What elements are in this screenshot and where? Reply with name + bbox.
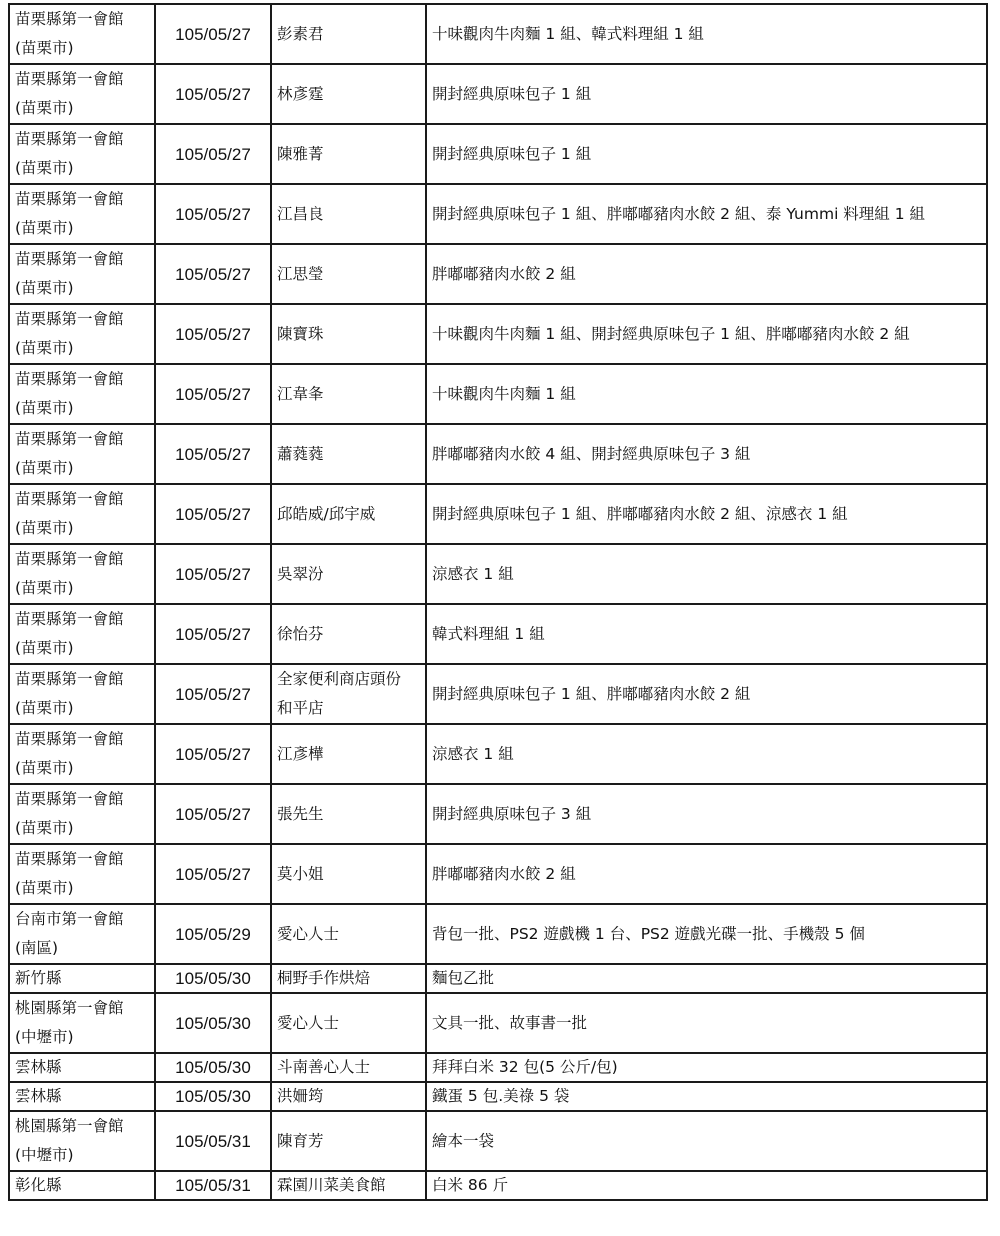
items-cell: 十味觀肉牛肉麵 1 組、韓式料理組 1 組 bbox=[426, 4, 987, 64]
date-cell: 105/05/27 bbox=[155, 844, 271, 904]
date-cell: 105/05/29 bbox=[155, 904, 271, 964]
table-row bbox=[9, 4, 987, 64]
table-row bbox=[9, 184, 987, 244]
location-cell bbox=[9, 64, 155, 124]
location-line: (苗栗市) bbox=[15, 699, 74, 717]
date-cell: 105/05/27 bbox=[155, 784, 271, 844]
table-row bbox=[9, 424, 987, 484]
location-line: 雲林縣 bbox=[15, 1087, 62, 1105]
table-row bbox=[9, 993, 987, 1053]
location-cell bbox=[9, 844, 155, 904]
donor-line: 徐怡芬 bbox=[277, 624, 324, 643]
donor-cell bbox=[271, 184, 426, 244]
donor-cell bbox=[271, 544, 426, 604]
table-row bbox=[9, 1171, 987, 1200]
items-cell: 開封經典原味包子 1 組、胖嘟嘟豬肉水餃 2 組、泰 Yummi 料理組 1 組 bbox=[426, 184, 987, 244]
table-row bbox=[9, 724, 987, 784]
donor-cell bbox=[271, 4, 426, 64]
donor-line: 彭素君 bbox=[277, 24, 324, 43]
date-cell: 105/05/27 bbox=[155, 724, 271, 784]
location-line: (苗栗市) bbox=[15, 159, 74, 177]
location-line: (苗栗市) bbox=[15, 219, 74, 237]
location-cell bbox=[9, 664, 155, 724]
donor-cell bbox=[271, 64, 426, 124]
date-cell: 105/05/27 bbox=[155, 124, 271, 184]
location-cell bbox=[9, 1111, 155, 1171]
date-cell: 105/05/31 bbox=[155, 1111, 271, 1171]
location-line: (中壢市) bbox=[15, 1028, 74, 1046]
date-cell: 105/05/30 bbox=[155, 1053, 271, 1082]
location-cell bbox=[9, 904, 155, 964]
donation-table bbox=[8, 3, 988, 1201]
location-cell bbox=[9, 784, 155, 844]
items-cell: 涼感衣 1 組 bbox=[426, 724, 987, 784]
items-cell: 開封經典原味包子 1 組 bbox=[426, 124, 987, 184]
donor-cell bbox=[271, 304, 426, 364]
location-line: (苗栗市) bbox=[15, 339, 74, 357]
table-row bbox=[9, 544, 987, 604]
date-cell: 105/05/30 bbox=[155, 964, 271, 993]
table-row bbox=[9, 1082, 987, 1111]
items-cell: 十味觀肉牛肉麵 1 組、開封經典原味包子 1 組、胖嘟嘟豬肉水餃 2 組 bbox=[426, 304, 987, 364]
location-line: (苗栗市) bbox=[15, 879, 74, 897]
donor-cell bbox=[271, 993, 426, 1053]
donor-line: 莫小姐 bbox=[277, 864, 324, 883]
items-cell: 文具一批、故事書一批 bbox=[426, 993, 987, 1053]
donor-line: 和平店 bbox=[277, 699, 324, 717]
donor-cell bbox=[271, 1111, 426, 1171]
location-cell bbox=[9, 1171, 155, 1200]
location-cell bbox=[9, 1082, 155, 1111]
location-line: 苗栗縣第一會館 bbox=[15, 190, 124, 208]
location-cell bbox=[9, 184, 155, 244]
location-line: (苗栗市) bbox=[15, 279, 74, 297]
location-line: (苗栗市) bbox=[15, 459, 74, 477]
location-line: 雲林縣 bbox=[15, 1058, 62, 1076]
date-cell: 105/05/30 bbox=[155, 1082, 271, 1111]
date-cell: 105/05/27 bbox=[155, 244, 271, 304]
location-line: 苗栗縣第一會館 bbox=[15, 310, 124, 328]
date-cell: 105/05/27 bbox=[155, 304, 271, 364]
donor-line: 桐野手作烘焙 bbox=[277, 969, 371, 987]
location-line: 苗栗縣第一會館 bbox=[15, 370, 124, 388]
donor-line: 霖園川菜美食館 bbox=[277, 1176, 386, 1194]
location-cell bbox=[9, 724, 155, 784]
table-row bbox=[9, 664, 987, 724]
location-line: 苗栗縣第一會館 bbox=[15, 490, 124, 508]
location-cell bbox=[9, 424, 155, 484]
donor-cell bbox=[271, 1053, 426, 1082]
donor-line: 江韋夆 bbox=[277, 384, 324, 403]
donor-line: 江昌良 bbox=[277, 204, 324, 223]
date-cell: 105/05/27 bbox=[155, 424, 271, 484]
location-line: 桃園縣第一會館 bbox=[15, 1117, 124, 1135]
donor-line: 邱皓威/邱宇威 bbox=[277, 504, 376, 523]
donor-cell bbox=[271, 364, 426, 424]
items-cell: 韓式料理組 1 組 bbox=[426, 604, 987, 664]
date-cell: 105/05/27 bbox=[155, 604, 271, 664]
table-row bbox=[9, 904, 987, 964]
location-cell bbox=[9, 604, 155, 664]
donor-line: 林彥霆 bbox=[277, 84, 324, 103]
donor-cell bbox=[271, 244, 426, 304]
donor-cell bbox=[271, 724, 426, 784]
table-row bbox=[9, 604, 987, 664]
location-line: 苗栗縣第一會館 bbox=[15, 850, 124, 868]
location-cell bbox=[9, 544, 155, 604]
table-row bbox=[9, 364, 987, 424]
items-cell: 開封經典原味包子 3 組 bbox=[426, 784, 987, 844]
donation-table-body bbox=[9, 4, 987, 1200]
date-cell: 105/05/30 bbox=[155, 993, 271, 1053]
location-line: (苗栗市) bbox=[15, 819, 74, 837]
table-row bbox=[9, 484, 987, 544]
donor-line: 愛心人士 bbox=[277, 924, 340, 943]
table-row bbox=[9, 64, 987, 124]
donor-cell bbox=[271, 484, 426, 544]
location-line: 苗栗縣第一會館 bbox=[15, 430, 124, 448]
date-cell: 105/05/27 bbox=[155, 484, 271, 544]
items-cell: 麵包乙批 bbox=[426, 964, 987, 993]
donor-line: 洪姍筠 bbox=[277, 1087, 324, 1105]
items-cell: 鐵蛋 5 包.美祿 5 袋 bbox=[426, 1082, 987, 1111]
donor-line: 陳寶珠 bbox=[277, 324, 324, 343]
donor-line: 江思瑩 bbox=[277, 264, 324, 283]
location-line: 苗栗縣第一會館 bbox=[15, 730, 124, 748]
donor-cell bbox=[271, 844, 426, 904]
location-cell bbox=[9, 1053, 155, 1082]
donor-cell bbox=[271, 1082, 426, 1111]
location-cell bbox=[9, 4, 155, 64]
location-line: 台南市第一會館 bbox=[15, 910, 124, 928]
location-cell bbox=[9, 124, 155, 184]
items-cell: 涼感衣 1 組 bbox=[426, 544, 987, 604]
location-line: 苗栗縣第一會館 bbox=[15, 550, 124, 568]
donor-line: 愛心人士 bbox=[277, 1013, 340, 1032]
donor-cell bbox=[271, 124, 426, 184]
location-line: 苗栗縣第一會館 bbox=[15, 130, 124, 148]
table-row bbox=[9, 1053, 987, 1082]
items-cell: 十味觀肉牛肉麵 1 組 bbox=[426, 364, 987, 424]
date-cell: 105/05/27 bbox=[155, 184, 271, 244]
donor-cell bbox=[271, 424, 426, 484]
location-line: (苗栗市) bbox=[15, 39, 74, 57]
location-line: (中壢市) bbox=[15, 1146, 74, 1164]
donor-cell bbox=[271, 664, 426, 724]
date-cell: 105/05/27 bbox=[155, 64, 271, 124]
table-row bbox=[9, 844, 987, 904]
donor-line: 全家便利商店頭份 bbox=[277, 670, 402, 688]
donor-line: 陳雅菁 bbox=[277, 144, 324, 163]
location-line: 苗栗縣第一會館 bbox=[15, 250, 124, 268]
items-cell: 胖嘟嘟豬肉水餃 4 組、開封經典原味包子 3 組 bbox=[426, 424, 987, 484]
table-row bbox=[9, 124, 987, 184]
donor-cell bbox=[271, 904, 426, 964]
table-row bbox=[9, 784, 987, 844]
location-cell bbox=[9, 304, 155, 364]
date-cell: 105/05/27 bbox=[155, 364, 271, 424]
donor-cell bbox=[271, 784, 426, 844]
donor-line: 張先生 bbox=[277, 804, 324, 823]
date-cell: 105/05/31 bbox=[155, 1171, 271, 1200]
location-line: 新竹縣 bbox=[15, 969, 62, 987]
items-cell: 背包一批、PS2 遊戲機 1 台、PS2 遊戲光碟一批、手機殼 5 個 bbox=[426, 904, 987, 964]
items-cell: 白米 86 斤 bbox=[426, 1171, 987, 1200]
location-line: (苗栗市) bbox=[15, 639, 74, 657]
location-line: (南區) bbox=[15, 939, 59, 957]
items-cell: 繪本一袋 bbox=[426, 1111, 987, 1171]
location-cell bbox=[9, 244, 155, 304]
location-cell bbox=[9, 964, 155, 993]
donor-cell bbox=[271, 964, 426, 993]
items-cell: 胖嘟嘟豬肉水餃 2 組 bbox=[426, 844, 987, 904]
table-row bbox=[9, 964, 987, 993]
items-cell: 開封經典原味包子 1 組、胖嘟嘟豬肉水餃 2 組、涼感衣 1 組 bbox=[426, 484, 987, 544]
location-line: (苗栗市) bbox=[15, 99, 74, 117]
location-line: (苗栗市) bbox=[15, 519, 74, 537]
table-row bbox=[9, 304, 987, 364]
donor-cell bbox=[271, 1171, 426, 1200]
location-line: 苗栗縣第一會館 bbox=[15, 610, 124, 628]
donor-line: 陳育芳 bbox=[277, 1131, 324, 1150]
location-cell bbox=[9, 364, 155, 424]
location-cell bbox=[9, 484, 155, 544]
location-line: 苗栗縣第一會館 bbox=[15, 70, 124, 88]
location-line: 苗栗縣第一會館 bbox=[15, 790, 124, 808]
donor-line: 斗南善心人士 bbox=[277, 1058, 371, 1076]
location-line: 苗栗縣第一會館 bbox=[15, 670, 124, 688]
donor-line: 蕭蕤蕤 bbox=[277, 444, 324, 463]
items-cell: 開封經典原味包子 1 組 bbox=[426, 64, 987, 124]
location-line: 苗栗縣第一會館 bbox=[15, 10, 124, 28]
location-line: (苗栗市) bbox=[15, 399, 74, 417]
date-cell: 105/05/27 bbox=[155, 544, 271, 604]
items-cell: 開封經典原味包子 1 組、胖嘟嘟豬肉水餃 2 組 bbox=[426, 664, 987, 724]
location-line: 彰化縣 bbox=[15, 1176, 62, 1194]
donor-line: 吳翠汾 bbox=[277, 564, 324, 583]
donor-cell bbox=[271, 604, 426, 664]
donor-line: 江彥樺 bbox=[277, 744, 324, 763]
location-line: (苗栗市) bbox=[15, 579, 74, 597]
location-line: (苗栗市) bbox=[15, 759, 74, 777]
date-cell: 105/05/27 bbox=[155, 664, 271, 724]
table-row bbox=[9, 1111, 987, 1171]
items-cell: 拜拜白米 32 包(5 公斤/包) bbox=[426, 1053, 987, 1082]
location-cell bbox=[9, 993, 155, 1053]
location-line: 桃園縣第一會館 bbox=[15, 999, 124, 1017]
date-cell: 105/05/27 bbox=[155, 4, 271, 64]
items-cell: 胖嘟嘟豬肉水餃 2 組 bbox=[426, 244, 987, 304]
table-row bbox=[9, 244, 987, 304]
